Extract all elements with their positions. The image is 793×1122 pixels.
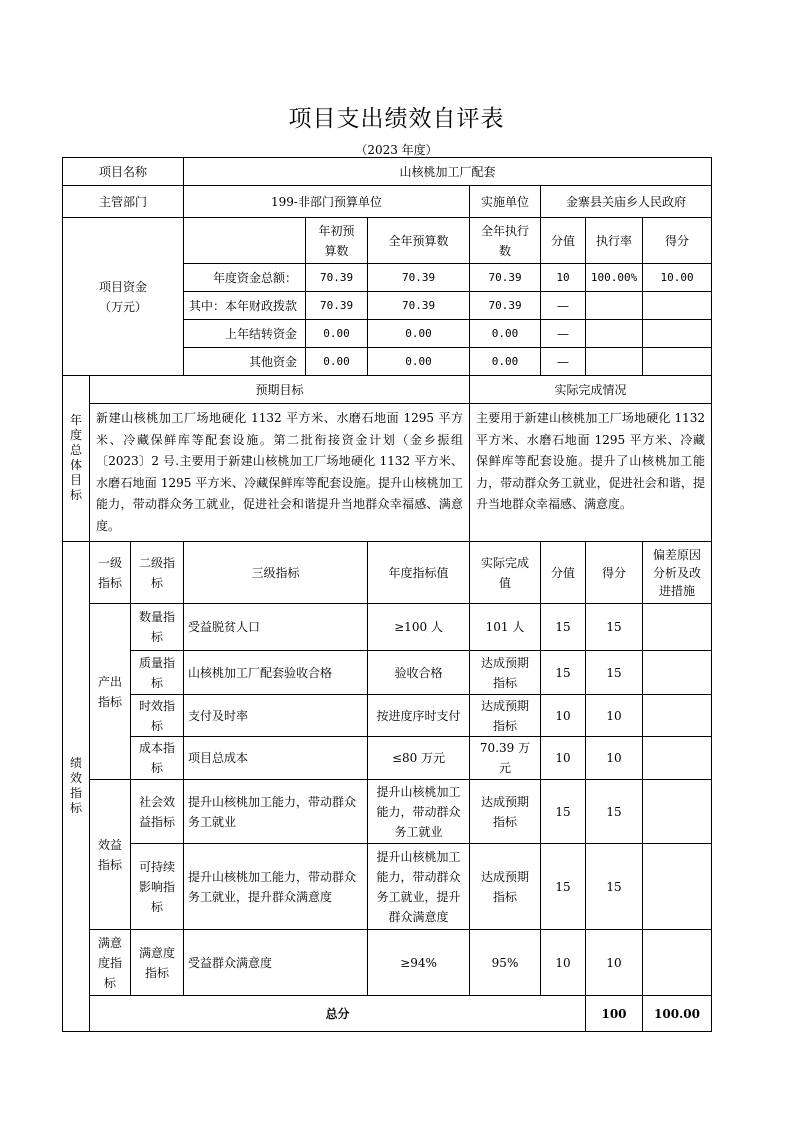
ind-level3: 提升山核桃加工能力，带动群众务工就业 — [184, 780, 368, 844]
funds-executed: 70.39 — [470, 264, 541, 292]
total-label: 总分 — [90, 996, 586, 1032]
funds-initial: 0.00 — [306, 348, 368, 376]
total-row — [63, 996, 712, 1032]
goals-header-row — [63, 376, 712, 404]
ind-score-value: 15 — [541, 844, 586, 930]
funds-header-initial: 年初预 算数 — [306, 218, 368, 264]
funds-score-value: 10 — [541, 264, 586, 292]
ind-level2: 时效指 标 — [131, 695, 184, 737]
funds-score: 10.00 — [643, 264, 712, 292]
funds-initial: 0.00 — [306, 320, 368, 348]
funds-header-executed: 全年执行 数 — [470, 218, 541, 264]
ind-header-reason: 偏差原因 分析及改 进措施 — [643, 542, 712, 604]
page-title: 项目支出绩效自评表 — [288, 106, 505, 132]
ind-level1: 效益 指标 — [90, 780, 131, 930]
indicator-row — [63, 844, 712, 930]
department-row — [63, 186, 712, 218]
ind-score-value: 15 — [541, 780, 586, 844]
ind-actual: 达成预期 指标 — [470, 651, 541, 695]
ind-level2: 成本指 标 — [131, 737, 184, 780]
funds-rate — [586, 292, 643, 320]
funds-row-label: 其他资金 — [184, 348, 306, 376]
goals-side-label: 年度总体目标 — [63, 376, 90, 542]
impl-unit-label: 实施单位 — [470, 186, 541, 218]
ind-target: ≤80 万元 — [368, 737, 470, 780]
ind-level2: 质量指 标 — [131, 651, 184, 695]
ind-target: 验收合格 — [368, 651, 470, 695]
ind-level3: 受益群众满意度 — [184, 930, 368, 996]
ind-level2: 可持续 影响指 标 — [131, 844, 184, 930]
goals-content-row — [63, 404, 712, 542]
goals-actual-header: 实际完成情况 — [470, 376, 712, 404]
ind-score: 15 — [586, 604, 643, 651]
indicators-header-row — [63, 542, 712, 604]
ind-score-value: 10 — [541, 737, 586, 780]
ind-score: 10 — [586, 930, 643, 996]
indicator-row — [63, 930, 712, 996]
ind-actual: 70.39 万元 — [470, 737, 541, 780]
funds-annual: 0.00 — [368, 320, 470, 348]
ind-target: 按进度序时支付 — [368, 695, 470, 737]
funds-score-value: — — [541, 292, 586, 320]
year-label: （2023 年度） — [355, 143, 438, 157]
goals-actual-text: 主要用于新建山核桃加工厂场地硬化 1132 平方米、水磨石地面 1295 平方米、冷藏保鲜库等配套设施。提升了山核桃加工能力，带动群众务工就业，促进社会和谐，提升当地群众幸福感、满意度。 — [470, 404, 712, 542]
ind-level1: 产出 指标 — [90, 604, 131, 780]
project-name-label: 项目名称 — [63, 158, 184, 186]
funds-label: 项目资金 （万元） — [63, 218, 184, 376]
funds-rate — [586, 320, 643, 348]
indicator-row — [63, 604, 712, 651]
ind-header-actual: 实际完成 值 — [470, 542, 541, 604]
funds-header-row — [63, 218, 712, 264]
funds-executed: 0.00 — [470, 320, 541, 348]
ind-level3: 受益脱贫人口 — [184, 604, 368, 651]
ind-actual: 达成预期 指标 — [470, 695, 541, 737]
funds-header-rate: 执行率 — [586, 218, 643, 264]
ind-reason — [643, 780, 712, 844]
funds-row-label: 其中：本年财政拨款 — [184, 292, 306, 320]
funds-score — [643, 348, 712, 376]
ind-reason — [643, 651, 712, 695]
indicator-row — [63, 780, 712, 844]
ind-header-target: 年度指标值 — [368, 542, 470, 604]
funds-annual: 70.39 — [368, 264, 470, 292]
project-name-value: 山核桃加工厂配套 — [184, 158, 712, 186]
ind-level3: 提升山核桃加工能力，带动群众务工就业，提升群众满意度 — [184, 844, 368, 930]
ind-score-value: 10 — [541, 930, 586, 996]
indicator-row — [63, 695, 712, 737]
ind-reason — [643, 930, 712, 996]
ind-reason — [643, 737, 712, 780]
ind-target: 提升山核桃加工 能力，带动群众 务工就业，提升 群众满意度 — [368, 844, 470, 930]
ind-header-score-value: 分值 — [541, 542, 586, 604]
funds-header-annual: 全年预算数 — [368, 218, 470, 264]
ind-score-value: 15 — [541, 651, 586, 695]
ind-level2: 数量指 标 — [131, 604, 184, 651]
project-name-row — [63, 158, 712, 186]
funds-rate — [586, 348, 643, 376]
ind-target: 提升山核桃加工 能力，带动群众 务工就业 — [368, 780, 470, 844]
funds-score — [643, 292, 712, 320]
ind-level3: 项目总成本 — [184, 737, 368, 780]
ind-header-level2: 二级指 标 — [131, 542, 184, 604]
ind-score: 10 — [586, 695, 643, 737]
funds-annual: 70.39 — [368, 292, 470, 320]
funds-score-value: — — [541, 348, 586, 376]
ind-reason — [643, 604, 712, 651]
funds-annual: 0.00 — [368, 348, 470, 376]
funds-initial: 70.39 — [306, 292, 368, 320]
indicator-row — [63, 651, 712, 695]
ind-score: 15 — [586, 844, 643, 930]
department-label: 主管部门 — [63, 186, 184, 218]
ind-level2: 满意度 指标 — [131, 930, 184, 996]
funds-initial: 70.39 — [306, 264, 368, 292]
ind-level3: 山核桃加工厂配套验收合格 — [184, 651, 368, 695]
ind-level2: 社会效 益指标 — [131, 780, 184, 844]
ind-actual: 达成预期 指标 — [470, 780, 541, 844]
ind-score: 10 — [586, 737, 643, 780]
evaluation-table — [62, 157, 712, 1032]
indicator-row — [63, 737, 712, 780]
total-score: 100.00 — [643, 996, 712, 1032]
ind-header-level3: 三级指标 — [184, 542, 368, 604]
ind-header-level1: 一级 指标 — [90, 542, 131, 604]
ind-level1: 满意 度指 标 — [90, 930, 131, 996]
funds-row-label: 年度资金总额： — [184, 264, 306, 292]
goals-expected-header: 预期目标 — [90, 376, 470, 404]
funds-header-score: 得分 — [643, 218, 712, 264]
indicators-side-label: 绩效指标 — [63, 542, 90, 1032]
ind-actual: 95% — [470, 930, 541, 996]
ind-actual: 101 人 — [470, 604, 541, 651]
funds-score — [643, 320, 712, 348]
funds-row-label: 上年结转资金 — [184, 320, 306, 348]
impl-unit-value: 金寨县关庙乡人民政府 — [541, 186, 712, 218]
ind-level3: 支付及时率 — [184, 695, 368, 737]
ind-reason — [643, 695, 712, 737]
funds-executed: 0.00 — [470, 348, 541, 376]
ind-reason — [643, 844, 712, 930]
ind-header-score: 得分 — [586, 542, 643, 604]
ind-actual: 达成预期 指标 — [470, 844, 541, 930]
funds-executed: 70.39 — [470, 292, 541, 320]
ind-score-value: 10 — [541, 695, 586, 737]
funds-score-value: — — [541, 320, 586, 348]
ind-score-value: 15 — [541, 604, 586, 651]
department-value: 199-非部门预算单位 — [184, 186, 470, 218]
ind-target: ≥100 人 — [368, 604, 470, 651]
funds-rate: 100.00% — [586, 264, 643, 292]
ind-score: 15 — [586, 651, 643, 695]
ind-score: 15 — [586, 780, 643, 844]
goals-expected-text: 新建山核桃加工厂场地硬化 1132 平方米、水磨石地面 1295 平方米、冷藏保鲜库等配套设施。第二批衔接资金计划（金乡振组〔2023〕2 号.主要用于新建山核桃加工厂场地硬化 1132 平方米、水磨石地面 1295 平方米、冷藏保鲜库等配套设施。提升山核桃加工能力，带动群众务工就业，促进社会和谐提升当地群众幸福感、满意度。 — [90, 404, 470, 542]
ind-target: ≥94% — [368, 930, 470, 996]
funds-header-score-value: 分值 — [541, 218, 586, 264]
funds-blank-header — [184, 218, 306, 264]
total-score-value: 100 — [586, 996, 643, 1032]
